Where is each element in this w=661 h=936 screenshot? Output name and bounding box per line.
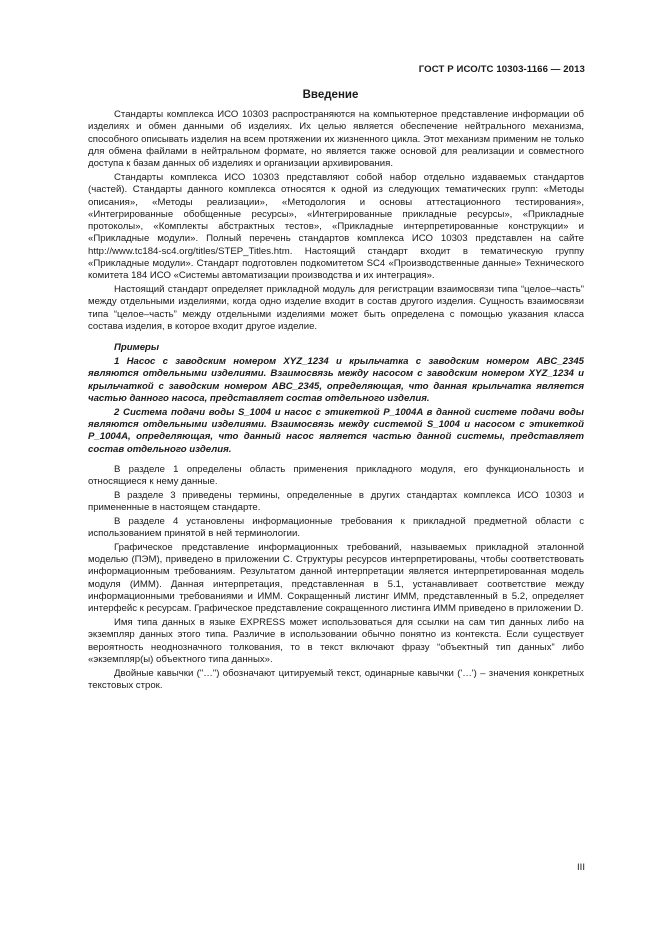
page-number: III xyxy=(577,862,585,873)
section-title: Введение xyxy=(302,89,359,101)
example-item: 2 Система подачи воды S_1004 и насос с этикеткой P_1004A в данной системе подачи воды являются отдельными изделиями. Взаимосвязь между системой S_1004 и насосом с этикеткой P_1004A, определяющая, что данный насос является частью данной системы, представляет состав отдельного изделия. xyxy=(88,406,584,455)
examples-heading: Примеры xyxy=(114,342,160,354)
paragraph: Графическое представление информационных требований, называемых прикладной эталонной моделью (ПЭМ), приведено в приложении С. Структуры ресурсов интерпретированы, чтобы соответствовать информационным требованиям. Результатом данной интерпретации является интерпретированная модель модуля (ИММ). Данная интерпретация, представленная в 5.1, устанавливает соответствие между информационными требованиями и ИММ. Сокращенный листинг ИММ, представленный в 5.2, определяет интерфейс к ресурсам. Графическое представление сокращенного листинга ИММ приведено в приложении D. xyxy=(88,541,584,615)
paragraph: Настоящий стандарт определяет прикладной модуль для регистрации взаимосвязи типа “целое–часть” между отдельными изделиями, когда одно изделие входит в состав другого изделия. Сущность взаимосвязи типа “целое–часть” между отдельными изделиями может быть определена с помощью указания класса состава изделия, в которое входит другое изделие. xyxy=(88,284,584,333)
example-item: 1 Насос с заводским номером XYZ_1234 и крыльчатка с заводским номером ABC_2345 являются отдельными изделиями. Взаимосвязь между насосом с заводским номером XYZ_1234 и крыльчаткой с заводским номером ABC_2345, определяющая, что данная крыльчатка является частью данного насоса, представляет состав отдельного изделия. xyxy=(88,356,584,405)
paragraph: Двойные кавычки ("…") обозначают цитируемый текст, одинарные кавычки ('…') – значения конкретных текстовых строк. xyxy=(88,667,584,692)
paragraph: Стандарты комплекса ИСО 10303 распространяются на компьютерное представление информации об изделиях и обмен данными об изделиях. Их целью является обеспечение нейтрального механизма, способного описывать изделия на всем протяжении их жизненного цикла. Этот механизм применим не только для обмена файлами в нейтральном формате, но является также основой для реализации и совместного доступа к базам данных об изделиях и организации архивирования. xyxy=(88,109,584,170)
standard-designation: ГОСТ Р ИСО/ТС 10303-1166 — 2013 xyxy=(418,64,585,75)
paragraph: Имя типа данных в языке EXPRESS может использоваться для ссылки на сам тип данных либо на экземпляр данных этого типа. Различие в использовании обычно понятно из контекста. Если существует вероятность неоднозначного толкования, то в текст включают фразу “объектный тип данных” либо «экземпляр(ы) объектного типа данных». xyxy=(88,617,584,665)
paragraph: В разделе 3 приведены термины, определенные в других стандартах комплекса ИСО 10303 и примененные в настоящем стандарте. xyxy=(88,489,584,513)
paragraph: В разделе 1 определены область применения прикладного модуля, его функциональность и относящиеся к нему данные. xyxy=(88,463,584,487)
paragraph: В разделе 4 установлены информационные требования к прикладной предметной области с использованием принятой в ней терминологии. xyxy=(88,515,584,539)
body-text xyxy=(88,109,584,694)
paragraph: Стандарты комплекса ИСО 10303 представляют собой набор отдельно издаваемых стандартов (частей). Стандарты данного комплекса относятся к одной из следующих тематических групп: «Методы описания», «Методы реализации», «Методология и основы аттестационного тестирования», «Интегрированные обобщенные ресурсы», «Интегрированные прикладные ресурсы», «Прикладные протоколы», «Комплекты абстрактных тестов», «Прикладные интерпретированные конструкции» и «Прикладные модули». Полный перечень стандартов комплекса ИСО 10303 представлен на сайте http://www.tc184-sc4.org/titles/STEP_Titles.htm. Настоящий стандарт входит в тематическую группу «Прикладные модули». Стандарт подготовлен подкомитетом SC4 «Производственные данные» Технического комитета 184 ИСО «Системы автоматизации производства и их интеграция». xyxy=(88,171,584,282)
